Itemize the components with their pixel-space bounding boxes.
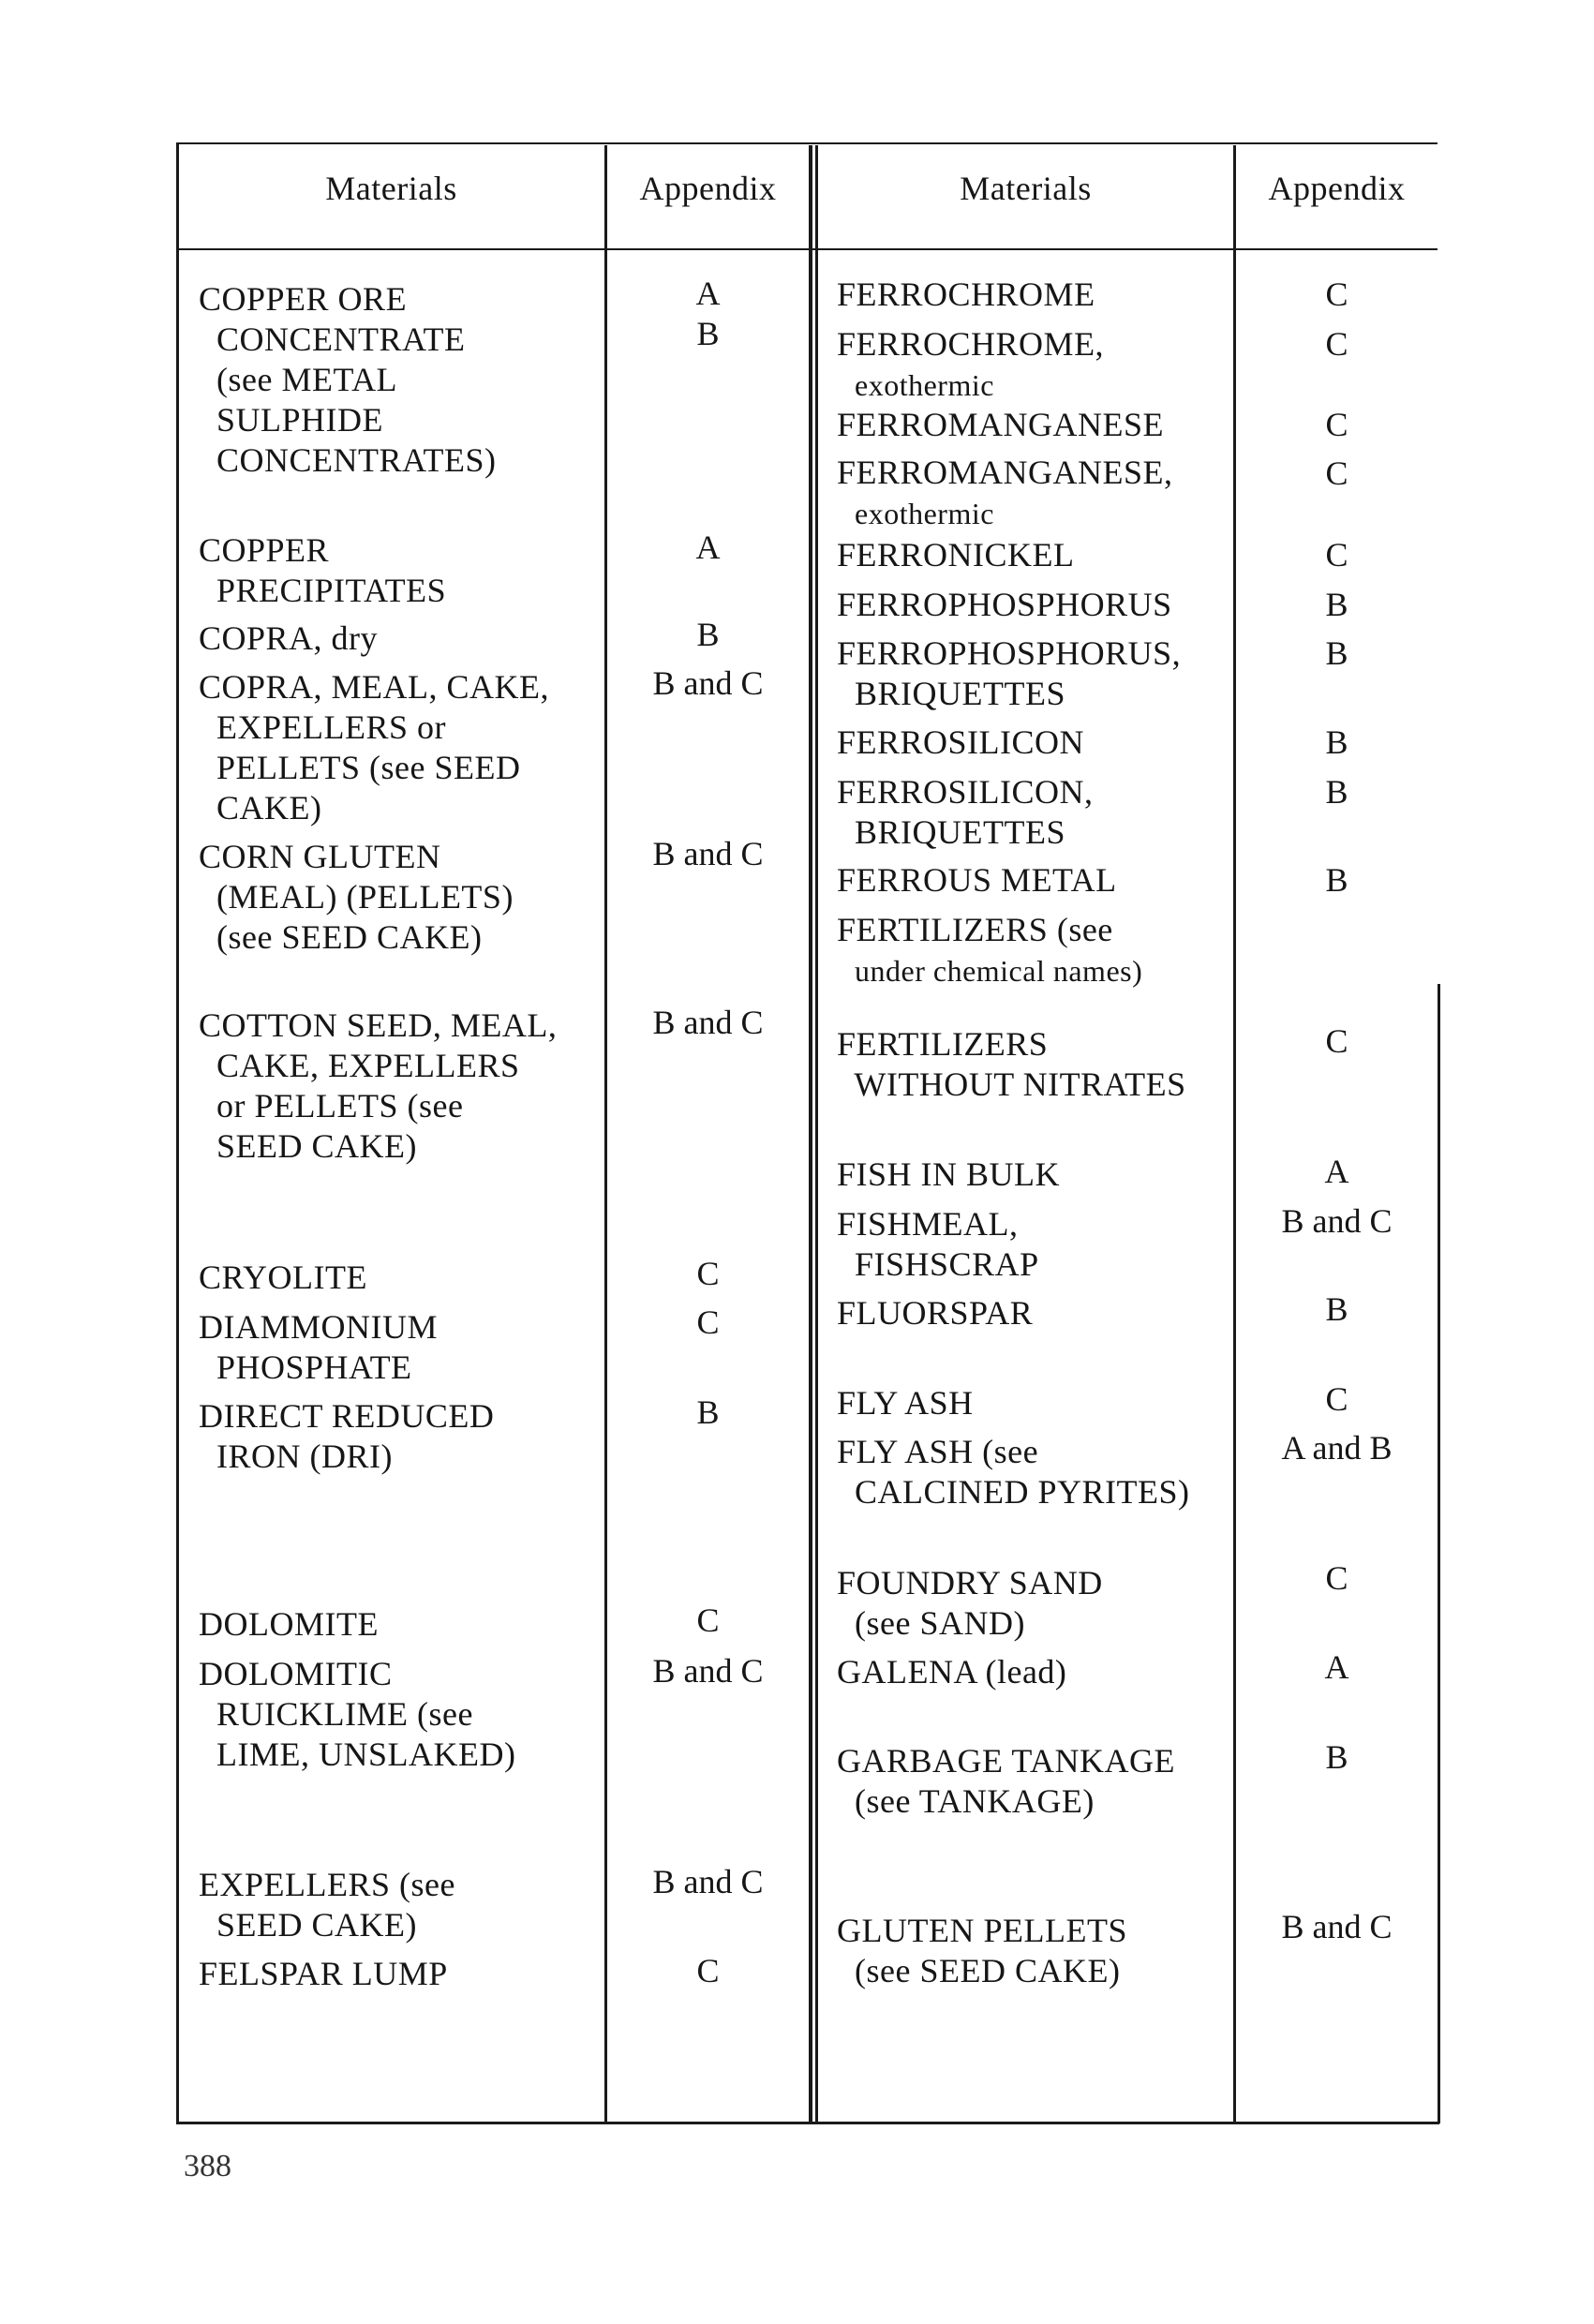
list-item-appendix: C — [1325, 276, 1348, 313]
list-item-material: DOLOMITE — [199, 1605, 379, 1643]
list-item-appendix: A — [695, 529, 721, 566]
list-item-appendix: B and C — [1281, 1908, 1393, 1945]
list-item-material: GALENA (lead) — [837, 1653, 1067, 1691]
table-left-border — [176, 142, 179, 2123]
list-item-appendix: A and B — [1281, 1429, 1393, 1467]
list-item-material: FERROPHOSPHORUS, BRIQUETTES — [837, 634, 1182, 712]
list-item-appendix: C — [696, 1304, 720, 1341]
list-item-appendix: B — [1325, 773, 1348, 811]
list-item-appendix: B — [1325, 1290, 1348, 1328]
list-item-material: FERROSILICON — [837, 723, 1085, 761]
list-item-material: FERTILIZERS (see under chemical names) — [837, 911, 1143, 988]
list-item-appendix: B — [1325, 586, 1348, 623]
list-item-material: COPPER ORE CONCENTRATE (see METAL SULPHIDE CONCENTRATES) — [199, 280, 497, 479]
list-item-material: FERROMANGANESE — [837, 406, 1165, 443]
material-note: exothermic — [855, 368, 994, 402]
header-bottom-rule — [176, 248, 1438, 250]
header-appendix-right: Appendix — [1268, 170, 1406, 207]
list-item-appendix: B — [1325, 723, 1348, 761]
list-item-material: FERROSILICON, BRIQUETTES — [837, 773, 1094, 851]
column-divider-1 — [604, 145, 607, 2123]
list-item-material: COPRA, MEAL, CAKE, EXPELLERS or PELLETS (see SEED CAKE) — [199, 668, 550, 827]
list-item-material: FERROUS METAL — [837, 861, 1117, 899]
list-item-material: FLY ASH — [837, 1384, 974, 1422]
list-item-material: DIRECT REDUCED IRON (DRI) — [199, 1397, 495, 1475]
list-item-appendix: B and C — [652, 1863, 764, 1900]
list-item-material: FERTILIZERS WITHOUT NITRATES — [837, 1025, 1186, 1103]
header-materials-right: Materials — [960, 170, 1092, 207]
table-top-border — [176, 142, 1438, 144]
list-item-appendix: C — [1325, 1559, 1348, 1597]
list-item-material: GARBAGE TANKAGE (see TANKAGE) — [837, 1742, 1175, 1820]
list-item-material: COPRA, dry — [199, 619, 379, 657]
list-item-material: EXPELLERS (see SEED CAKE) — [199, 1866, 455, 1944]
list-item-material: FERROCHROME — [837, 276, 1095, 313]
list-item-material: COTTON SEED, MEAL, CAKE, EXPELLERS or PELLETS (see SEED CAKE) — [199, 1006, 558, 1165]
list-item-material: GLUTEN PELLETS (see SEED CAKE) — [837, 1912, 1127, 1989]
list-item-appendix: C — [1325, 454, 1348, 492]
list-item-material: FLUORSPAR — [837, 1294, 1034, 1332]
list-item-appendix: A — [1324, 1153, 1349, 1190]
list-item-material: FLY ASH (see CALCINED PYRITES) — [837, 1433, 1190, 1511]
list-item-appendix: C — [696, 1952, 720, 1989]
list-item-material: CRYOLITE — [199, 1259, 367, 1296]
list-item-material: FOUNDRY SAND (see SAND) — [837, 1564, 1103, 1642]
list-item-appendix: A — [1324, 1648, 1349, 1686]
list-item-material: FERROMANGANESE, exothermic — [837, 454, 1173, 530]
list-item-material: DIAMMONIUM PHOSPHATE — [199, 1308, 438, 1386]
list-item-appendix: C — [696, 1601, 720, 1639]
list-item-appendix: B and C — [652, 1004, 764, 1041]
list-item-appendix: C — [1325, 1022, 1348, 1060]
header-appendix-left: Appendix — [639, 170, 777, 207]
list-item-material: COPPER PRECIPITATES — [199, 531, 447, 609]
list-item-appendix: B — [1325, 1738, 1348, 1776]
list-item-material: FERROCHROME, exothermic — [837, 325, 1105, 402]
list-item-appendix: B and C — [652, 835, 764, 872]
header-materials-left: Materials — [325, 170, 457, 207]
list-item-material: FERRONICKEL — [837, 536, 1075, 574]
list-item-material: FELSPAR LUMP — [199, 1955, 448, 1992]
list-item-material: DOLOMITIC RUICKLIME (see LIME, UNSLAKED) — [199, 1655, 516, 1773]
material-note: under chemical names) — [855, 954, 1143, 988]
list-item-appendix: B and C — [1281, 1202, 1393, 1240]
list-item-appendix: B — [696, 1393, 720, 1431]
list-item-material: FISH IN BULK — [837, 1155, 1061, 1193]
list-item-appendix: B and C — [652, 664, 764, 702]
list-item-appendix: A B — [695, 275, 721, 352]
column-divider-center — [809, 145, 812, 2124]
list-item-appendix: C — [1325, 536, 1348, 574]
list-item-appendix: B — [696, 616, 720, 653]
list-item-material: FERROPHOSPHORUS — [837, 586, 1172, 623]
list-item-appendix: C — [1325, 1380, 1348, 1418]
list-item-appendix: B — [1325, 634, 1348, 672]
list-item-appendix: C — [696, 1255, 720, 1292]
table-bottom-border — [176, 2122, 1439, 2124]
list-item-appendix: C — [1325, 406, 1348, 443]
list-item-material: CORN GLUTEN (MEAL) (PELLETS) (see SEED CAKE) — [199, 838, 514, 956]
table-right-border — [1438, 984, 1440, 2123]
material-note: exothermic — [855, 497, 994, 530]
list-item-material: FISHMEAL, FISHSCRAP — [837, 1205, 1039, 1283]
list-item-appendix: C — [1325, 325, 1348, 363]
column-divider-center-2 — [815, 145, 818, 2124]
list-item-appendix: B — [1325, 861, 1348, 899]
page-number: 388 — [184, 2149, 231, 2183]
list-item-appendix: B and C — [652, 1652, 764, 1690]
